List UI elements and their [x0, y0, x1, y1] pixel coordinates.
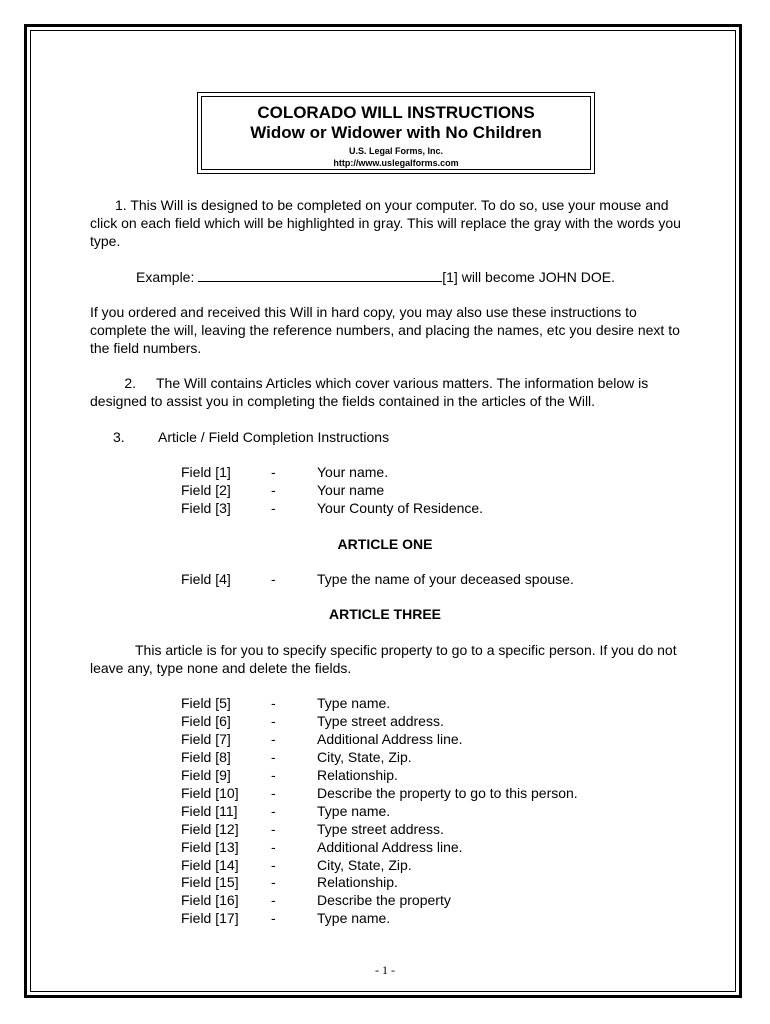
field-row	[181, 856, 661, 874]
field-label: Field [4]	[181, 571, 231, 587]
field-description: Describe the property	[317, 892, 451, 908]
field-label: Field [13]	[181, 839, 239, 855]
field-dash: -	[271, 892, 276, 908]
field-label: Field [11]	[181, 803, 238, 819]
field-description: Additional Address line.	[317, 839, 463, 855]
field-dash: -	[271, 571, 276, 587]
field-dash: -	[271, 713, 276, 729]
field-description: Additional Address line.	[317, 731, 463, 747]
company-name: U.S. Legal Forms, Inc.	[348, 146, 444, 156]
section3-heading: Article / Field Completion Instructions	[158, 429, 390, 445]
para2-text: The Will contains Articles which cover various matters. The information below is designed to assist you in completing the fields contained in the articles of the Will.	[90, 375, 649, 409]
field-description: Relationship.	[317, 874, 398, 890]
field-description: City, State, Zip.	[317, 857, 412, 873]
field-description: Type street address.	[317, 713, 444, 729]
field-dash: -	[271, 500, 276, 516]
field-description: City, State, Zip.	[317, 749, 412, 765]
field-dash: -	[271, 695, 276, 711]
example-label: Example:	[136, 269, 195, 285]
field-label: Field [15]	[181, 874, 239, 890]
field-label: Field [8]	[181, 749, 231, 765]
article-three-intro: This article is for you to specify specific property to go to a specific person. If you do not leave any, type none and delete the fields.	[90, 642, 677, 676]
field-row	[181, 748, 661, 766]
field-description: Describe the property to go to this person.	[317, 785, 578, 801]
field-row	[181, 712, 661, 730]
field-description: Your name.	[317, 464, 389, 480]
field-label: Field [6]	[181, 713, 231, 729]
field-description: Type name.	[317, 910, 391, 926]
field-row	[181, 730, 661, 748]
field-row	[181, 784, 661, 802]
field-label: Field [2]	[181, 482, 231, 498]
field-description: Type street address.	[317, 821, 444, 837]
field-dash: -	[271, 785, 276, 801]
field-label: Field [5]	[181, 695, 231, 711]
field-row	[181, 838, 661, 856]
field-row	[181, 481, 661, 499]
field-row	[181, 766, 661, 784]
instruction-paragraph-1: 1. This Will is designed to be completed on your computer. To do so, use your mouse and click on each field which will be highlighted in gray. This will replace the gray with the words you type.	[90, 197, 681, 249]
field-row	[181, 909, 661, 927]
field-dash: -	[271, 749, 276, 765]
field-dash: -	[271, 464, 276, 480]
field-dash: -	[271, 482, 276, 498]
field-description: Type the name of your deceased spouse.	[317, 571, 574, 587]
title-box	[197, 92, 595, 174]
document-title: COLORADO WILL INSTRUCTIONS	[257, 103, 535, 122]
field-label: Field [10]	[181, 785, 239, 801]
section3-number: 3.	[113, 429, 125, 445]
field-label: Field [16]	[181, 892, 239, 908]
field-row	[181, 802, 661, 820]
instruction-paragraph-2	[90, 374, 690, 410]
document-subtitle: Widow or Widower with No Children	[250, 123, 542, 142]
field-description: Relationship.	[317, 767, 398, 783]
field-label: Field [3]	[181, 500, 231, 516]
field-description: Your name	[317, 482, 385, 498]
company-url: http://www.uslegalforms.com	[333, 158, 459, 168]
example-line	[136, 267, 615, 286]
field-row	[181, 463, 661, 481]
hardcopy-paragraph: If you ordered and received this Will in hard copy, you may also use these instructions to complete the will, leaving the reference numbers, and placing the names, etc you desire next to the field numbers.	[90, 304, 680, 356]
field-row	[181, 820, 661, 838]
field-label: Field [7]	[181, 731, 231, 747]
field-label: Field [1]	[181, 464, 231, 480]
field-dash: -	[271, 803, 276, 819]
field-label: Field [9]	[181, 767, 231, 783]
example-blank	[198, 267, 442, 282]
example-suffix: [1] will become JOHN DOE.	[442, 269, 615, 285]
field-label: Field [14]	[181, 857, 239, 873]
field-dash: -	[271, 839, 276, 855]
field-row	[181, 570, 661, 588]
field-description: Type name.	[317, 803, 391, 819]
field-dash: -	[271, 767, 276, 783]
field-dash: -	[271, 821, 276, 837]
field-label: Field [12]	[181, 821, 239, 837]
field-dash: -	[271, 874, 276, 890]
page-number: - 1 -	[375, 963, 395, 977]
article-three-heading: ARTICLE THREE	[329, 606, 441, 622]
field-row	[181, 694, 661, 712]
field-dash: -	[271, 731, 276, 747]
field-row	[181, 499, 661, 517]
title-box-inner	[201, 96, 591, 170]
field-row	[181, 891, 661, 909]
field-dash: -	[271, 857, 276, 873]
field-row	[181, 873, 661, 891]
field-label: Field [17]	[181, 910, 239, 926]
article-one-heading: ARTICLE ONE	[337, 536, 433, 552]
field-description: Your County of Residence.	[317, 500, 484, 516]
field-description: Type name.	[317, 695, 391, 711]
para2-number: 2.	[124, 375, 136, 391]
field-dash: -	[271, 910, 276, 926]
